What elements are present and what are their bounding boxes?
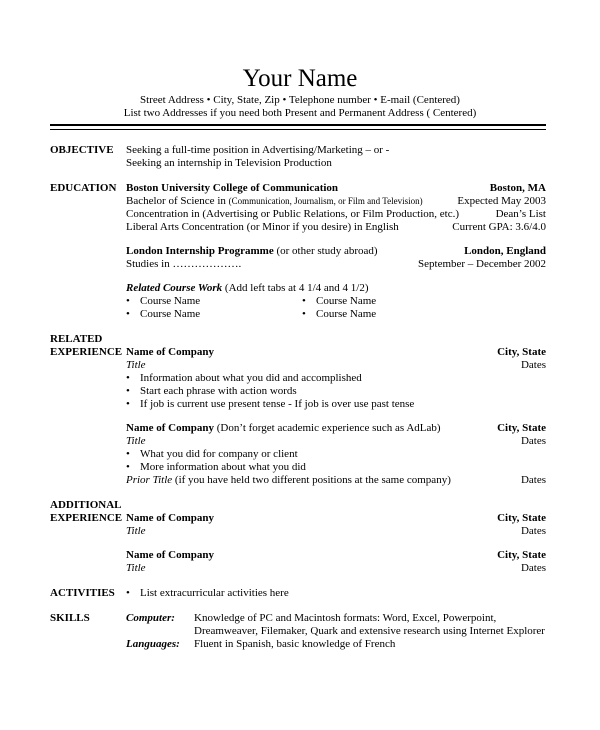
related-job-2-location: City, State	[497, 422, 546, 434]
additional-job-2-title: Title	[126, 562, 146, 574]
additional-job-1-company: Name of Company	[126, 512, 214, 524]
bullet: •	[126, 587, 130, 599]
coursework-note: (Add left tabs at 4 1/4 and 4 1/2)	[222, 282, 369, 294]
page-title: Your Name	[242, 65, 358, 92]
activities-item: List extracurricular activities here	[140, 587, 289, 599]
bullet: •	[126, 461, 130, 473]
bullet: •	[126, 398, 130, 410]
related-job-2-bullet: What you did for company or client	[140, 448, 298, 460]
related-heading-1: RELATED	[50, 333, 103, 345]
concentration-line: Concentration in (Advertising or Public Relations, or Film Production, etc.)	[126, 208, 460, 220]
bullet: •	[126, 308, 130, 320]
related-job-2-note: (Don’t forget academic experience such as AdLab)	[214, 422, 441, 434]
additional-heading-2: EXPERIENCE	[50, 512, 123, 524]
prior-title-note: (if you have held two different positions at the same company)	[172, 474, 451, 486]
additional-job-2-company: Name of Company	[126, 549, 214, 561]
related-job-1-bullet: Information about what you did and accomplished	[140, 372, 362, 384]
studies-line: Studies in ……………….	[126, 258, 242, 270]
bullet: •	[126, 295, 130, 307]
course-item: Course Name	[140, 295, 201, 307]
school-1-name: Boston University College of Communication	[126, 182, 339, 194]
degree-fields: (Communication, Journalism, or Film and Television)	[228, 196, 423, 206]
prior-title-dates: Dates	[520, 474, 546, 486]
skills-heading: SKILLS	[50, 612, 90, 624]
prior-title-label: Prior Title	[126, 474, 173, 486]
school-1-location: Boston, MA	[489, 182, 546, 194]
objective-heading: OBJECTIVE	[50, 144, 114, 156]
objective-line-1: Seeking a full-time position in Advertising/Marketing – or -	[126, 144, 390, 156]
degree-line	[126, 195, 423, 208]
honor-text: Dean’s List	[495, 208, 546, 220]
related-job-2-company: Name of Company	[126, 422, 214, 434]
degree-text: Bachelor of Science in	[126, 195, 229, 207]
school-2-location: London, England	[464, 245, 546, 257]
coursework-label: Related Course Work	[126, 282, 223, 294]
header-rule-thin	[50, 129, 546, 130]
additional-job-1-location: City, State	[497, 512, 546, 524]
expected-date: Expected May 2003	[457, 195, 546, 207]
school-2-note: (or other study abroad)	[273, 245, 378, 257]
related-heading-2: EXPERIENCE	[50, 346, 123, 358]
address-line-2: List two Addresses if you need both Present and Permanent Address ( Centered)	[123, 107, 477, 119]
additional-job-1-dates: Dates	[520, 525, 546, 537]
related-job-2-dates: Dates	[520, 435, 546, 447]
school-2-name: London Internship Programme	[126, 245, 274, 257]
bullet: •	[126, 448, 130, 460]
languages-text: Fluent in Spanish, basic knowledge of French	[194, 638, 396, 650]
additional-job-2-dates: Dates	[520, 562, 546, 574]
related-job-1-location: City, State	[497, 346, 546, 358]
related-job-1-bullet: If job is current use present tense - If job is over use past tense	[140, 398, 415, 410]
course-item: Course Name	[316, 308, 377, 320]
related-job-1-dates: Dates	[520, 359, 546, 371]
computer-line-1: Knowledge of PC and Macintosh formats: Word, Excel, Powerpoint,	[194, 612, 497, 624]
bullet: •	[126, 372, 130, 384]
computer-label: Computer:	[126, 612, 175, 624]
additional-heading-1: ADDITIONAL	[50, 499, 122, 511]
objective-line-2: Seeking an internship in Television Production	[126, 157, 332, 169]
related-job-2-title: Title	[126, 435, 146, 447]
computer-line-2: Dreamweaver, Filemaker, Quark and extensive research using Internet Explorer	[194, 625, 545, 637]
gpa-text: Current GPA: 3.6/4.0	[452, 221, 546, 233]
course-item: Course Name	[140, 308, 201, 320]
school-2-line	[126, 245, 378, 258]
school-2-dates: September – December 2002	[418, 258, 546, 270]
related-job-2-line	[126, 422, 441, 435]
languages-label: Languages:	[126, 638, 180, 650]
additional-job-2-location: City, State	[497, 549, 546, 561]
address-line-1: Street Address • City, State, Zip • Telephone number • E-mail (Centered)	[140, 94, 460, 106]
course-item: Course Name	[316, 295, 377, 307]
related-job-1-title: Title	[126, 359, 146, 371]
header-rule-thick	[50, 124, 546, 126]
education-heading: EDUCATION	[50, 182, 117, 194]
coursework-line	[126, 282, 369, 295]
bullet: •	[302, 295, 306, 307]
bullet: •	[126, 385, 130, 397]
related-job-1-bullet: Start each phrase with action words	[140, 385, 297, 397]
additional-job-1-title: Title	[126, 525, 146, 537]
bullet: •	[302, 308, 306, 320]
related-job-2-bullet: More information about what you did	[140, 461, 306, 473]
liberal-arts-line: Liberal Arts Concentration (or Minor if you desire) in English	[126, 221, 399, 233]
related-job-1-company: Name of Company	[126, 346, 214, 358]
prior-title-line	[126, 474, 451, 487]
activities-heading: ACTIVITIES	[50, 587, 115, 599]
